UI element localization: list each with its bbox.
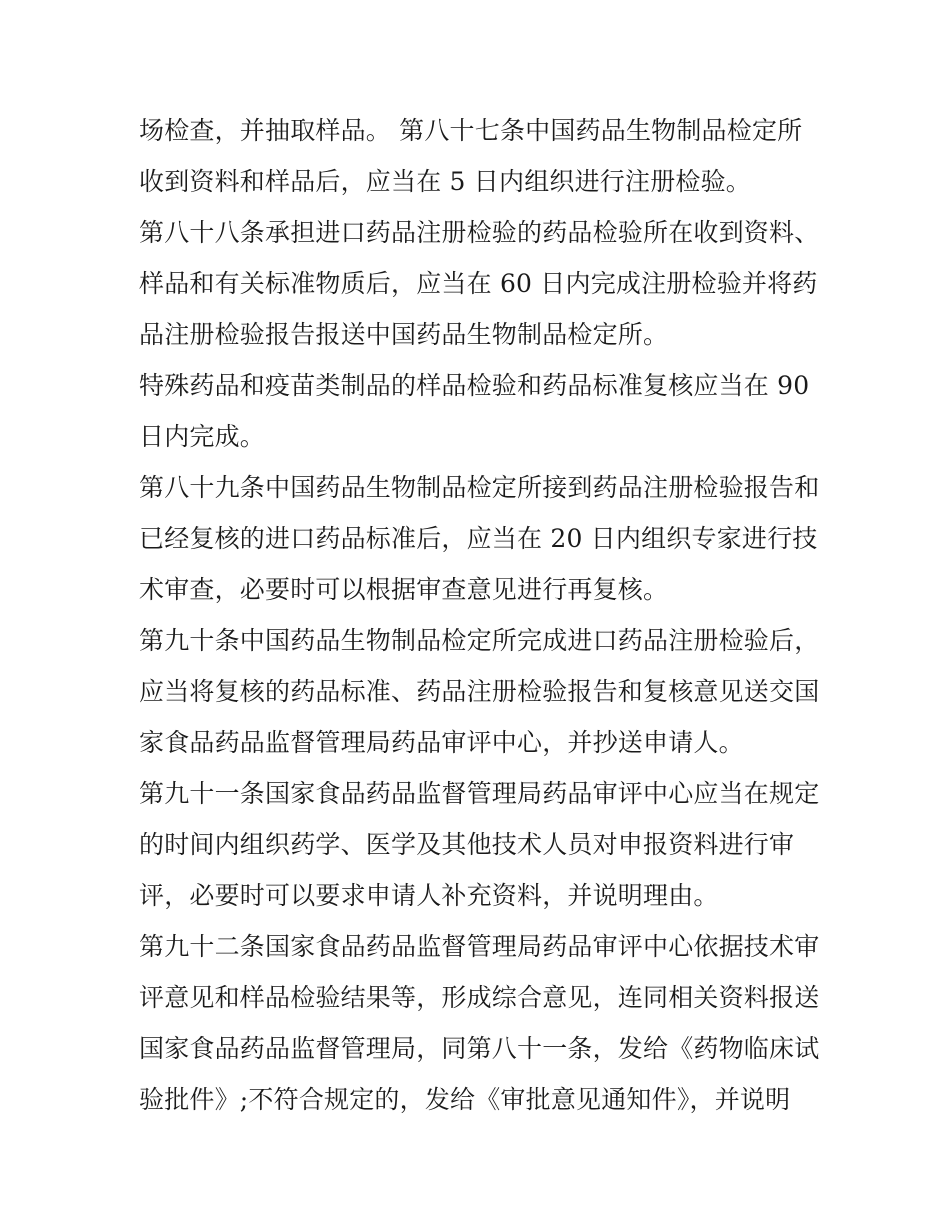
text-line: 验批件》;不符合规定的，发给《审批意见通知件》，并说明 — [139, 1085, 791, 1114]
text-line: 第九十一条国家食品药品监督管理局药品审评中心应当在规定 — [139, 779, 820, 808]
text-line: 术审查，必要时可以根据审查意见进行再复核。 — [139, 575, 669, 604]
text-line: 国家食品药品监督管理局，同第八十一条，发给《药物临床试 — [139, 1034, 820, 1063]
text-line: 的时间内组织药学、医学及其他技术人员对申报资料进行审 — [139, 830, 795, 859]
text-line: 样品和有关标准物质后，应当在 60 日内完成注册检验并将药 — [139, 269, 818, 298]
text-line: 评意见和样品检验结果等，形成综合意见，连同相关资料报送 — [139, 983, 820, 1012]
text-line: 特殊药品和疫苗类制品的样品检验和药品标准复核应当在 90 — [139, 371, 810, 400]
text-line: 第八十九条中国药品生物制品检定所接到药品注册检验报告和 — [139, 473, 820, 502]
text-line: 应当将复核的药品标准、药品注册检验报告和复核意见送交国 — [139, 677, 820, 706]
text-line: 场检查，并抽取样品。 第八十七条中国药品生物制品检定所 — [139, 116, 803, 145]
text-line: 第八十八条承担进口药品注册检验的药品检验所在收到资料、 — [139, 218, 820, 247]
text-line: 家食品药品监督管理局药品审评中心，并抄送申请人。 — [139, 728, 744, 757]
text-line: 第九十条中国药品生物制品检定所完成进口药品注册检验后， — [139, 626, 820, 655]
text-line: 收到资料和样品后，应当在 5 日内组织进行注册检验。 — [139, 167, 752, 196]
text-line: 品注册检验报告报送中国药品生物制品检定所。 — [139, 320, 669, 349]
document-body — [139, 105, 819, 1125]
text-line: 评，必要时可以要求申请人补充资料，并说明理由。 — [139, 881, 719, 910]
text-line: 第九十二条国家食品药品监督管理局药品审评中心依据技术审 — [139, 932, 820, 961]
text-line: 已经复核的进口药品标准后，应当在 20 日内组织专家进行技 — [139, 524, 818, 553]
text-line: 日内完成。 — [139, 422, 266, 451]
